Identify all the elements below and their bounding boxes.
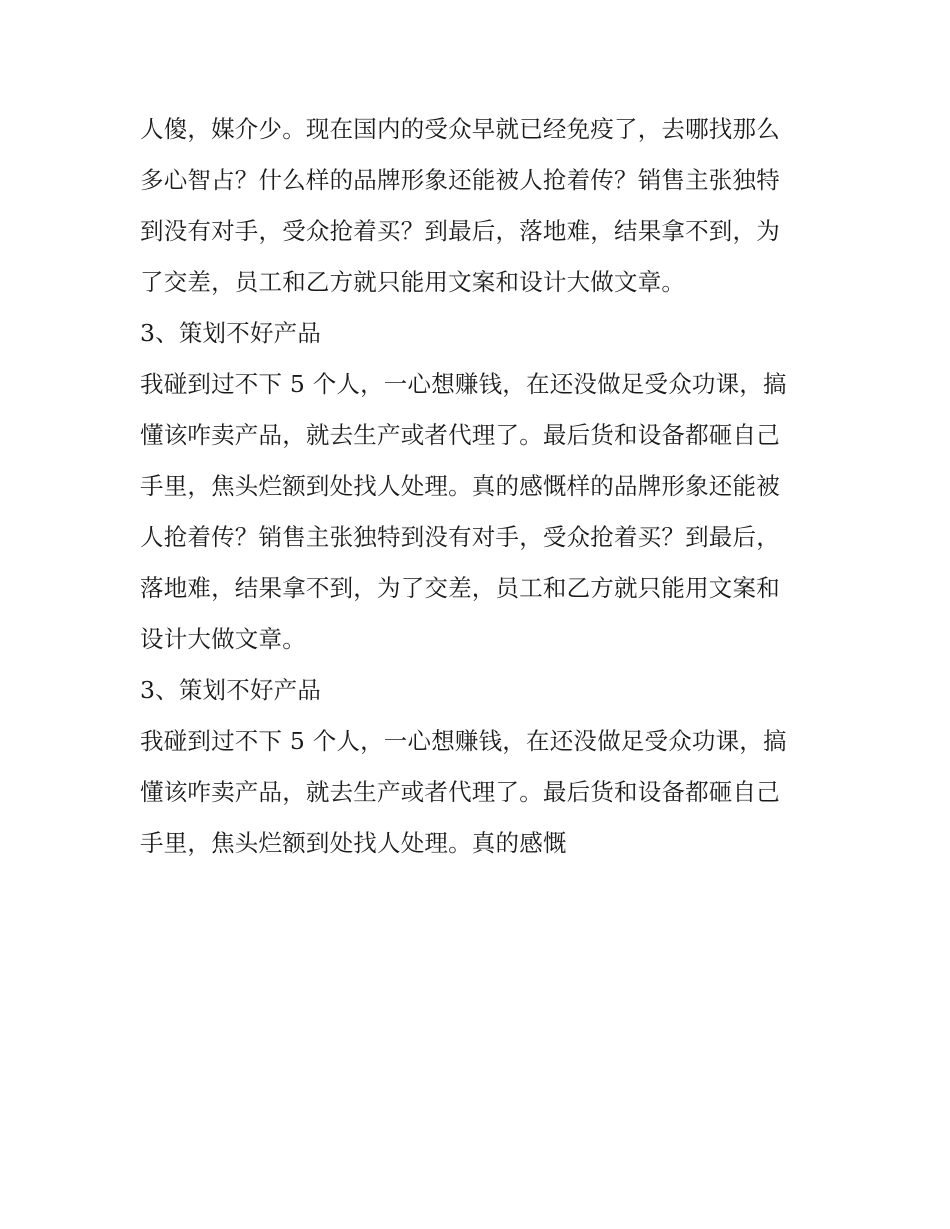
paragraph-line: 多心智占？什么样的品牌形象还能被人抢着传？销售主张独特 [140, 166, 780, 194]
paragraph-line: 落地难，结果拿不到，为了交差，员工和乙方就只能用文案和 [140, 574, 780, 602]
paragraph-line: 我碰到过不下 5 个人，一心想赚钱，在还没做足受众功课，搞 [140, 727, 787, 755]
paragraph-line: 懂该咋卖产品，就去生产或者代理了。最后货和设备都砸自己 [140, 778, 780, 806]
paragraph-line: 到没有对手，受众抢着买？到最后，落地难，结果拿不到，为 [140, 217, 780, 245]
paragraph-line: 手里，焦头烂额到处找人处理。真的感慨样的品牌形象还能被 [140, 472, 780, 500]
paragraph-line: 懂该咋卖产品，就去生产或者代理了。最后货和设备都砸自己 [140, 421, 780, 449]
section-heading: 3、策划不好产品 [140, 319, 322, 347]
paragraph-line: 设计大做文章。 [140, 625, 306, 653]
paragraph-line: 手里，焦头烂额到处找人处理。真的感慨 [140, 829, 567, 857]
paragraph-line: 我碰到过不下 5 个人，一心想赚钱，在还没做足受众功课，搞 [140, 370, 787, 398]
paragraph-line: 人傻，媒介少。现在国内的受众早就已经免疫了，去哪找那么 [140, 115, 780, 143]
paragraph-line: 人抢着传？销售主张独特到没有对手，受众抢着买？到最后， [140, 523, 780, 551]
document-body [140, 104, 820, 869]
section-heading: 3、策划不好产品 [140, 676, 322, 704]
paragraph-line: 了交差，员工和乙方就只能用文案和设计大做文章。 [140, 268, 686, 296]
